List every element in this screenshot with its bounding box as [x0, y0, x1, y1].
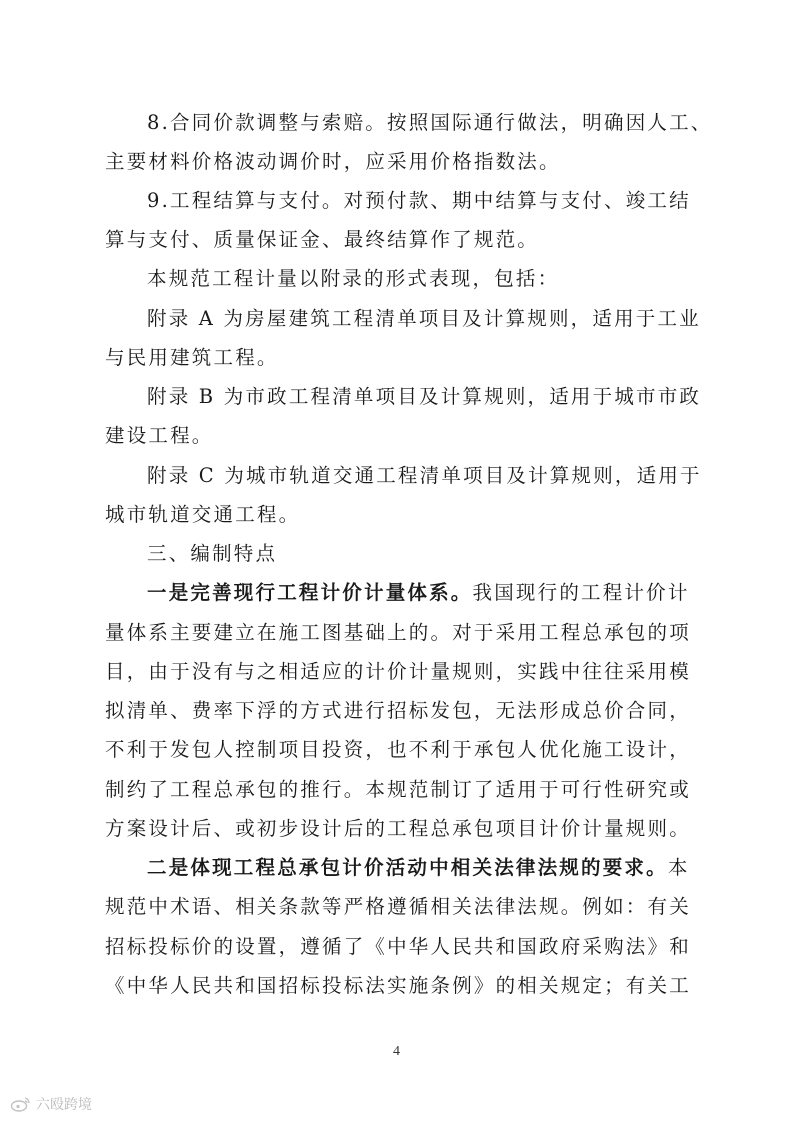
paragraph-line: 制约了工程总承包的推行。本规范制订了适用于可行性研究或: [105, 778, 691, 801]
paragraph-line: 量体系主要建立在施工图基础上的。对于采用工程总承包的项: [105, 621, 691, 644]
paragraph-line: 附录 C 为城市轨道交通工程清单项目及计算规则，适用于: [147, 464, 702, 487]
paragraph-text: 本: [667, 856, 690, 879]
paragraph-line: 本规范工程计量以附录的形式表现，包括：: [147, 267, 560, 290]
paragraph-text: 我国现行的工程计价计: [472, 581, 690, 604]
paragraph-line: 附录 B 为市政工程清单项目及计算规则，适用于城市市政: [147, 385, 702, 408]
paragraph-line: 拟清单、费率下浮的方式进行招标发包，无法形成总价合同，: [105, 699, 691, 722]
paragraph-line: 与民用建筑工程。: [105, 346, 279, 369]
watermark: [10, 1094, 92, 1114]
paragraph-line: 9.工程结算与支付。对预付款、期中结算与支付、竣工结: [147, 189, 691, 212]
paragraph-line: 8.合同价款调整与索赔。按照国际通行做法，明确因人工、: [147, 111, 713, 134]
paragraph-line: 目，由于没有与之相适应的计价计量规则，实践中往往采用模: [105, 660, 691, 683]
page-number: 4: [393, 1044, 400, 1059]
bold-lead-sentence: 二是体现工程总承包计价活动中相关法律法规的要求。: [147, 856, 668, 879]
paragraph-line: [147, 855, 692, 881]
section-heading: 三、编制特点: [147, 542, 278, 565]
bold-lead-sentence: 一是完善现行工程计价计量体系。: [147, 581, 473, 604]
weibo-logo-icon: [10, 1095, 32, 1113]
paragraph-line: 《中华人民共和国招标投标法实施条例》的相关规定；有关工: [105, 974, 691, 997]
paragraph-line: 不利于发包人控制项目投资，也不利于承包人优化施工设计，: [105, 738, 691, 761]
paragraph-line: 附录 A 为房屋建筑工程清单项目及计算规则，适用于工业: [147, 307, 701, 330]
paragraph-line: 规范中术语、相关条款等严格遵循相关法律法规。例如：有关: [105, 895, 691, 918]
paragraph-line: 方案设计后、或初步设计后的工程总承包项目计价计量规则。: [105, 817, 691, 840]
paragraph-line: 招标投标价的设置，遵循了《中华人民共和国政府采购法》和: [105, 935, 691, 958]
paragraph-line: [147, 580, 692, 606]
paragraph-line: 主要材料价格波动调价时，应采用价格指数法。: [105, 150, 561, 173]
paragraph-line: 算与支付、质量保证金、最终结算作了规范。: [105, 228, 540, 251]
paragraph-line: 城市轨道交通工程。: [105, 503, 301, 526]
paragraph-line: 建设工程。: [105, 424, 214, 447]
watermark-text: 六殴跨境: [36, 1097, 92, 1113]
